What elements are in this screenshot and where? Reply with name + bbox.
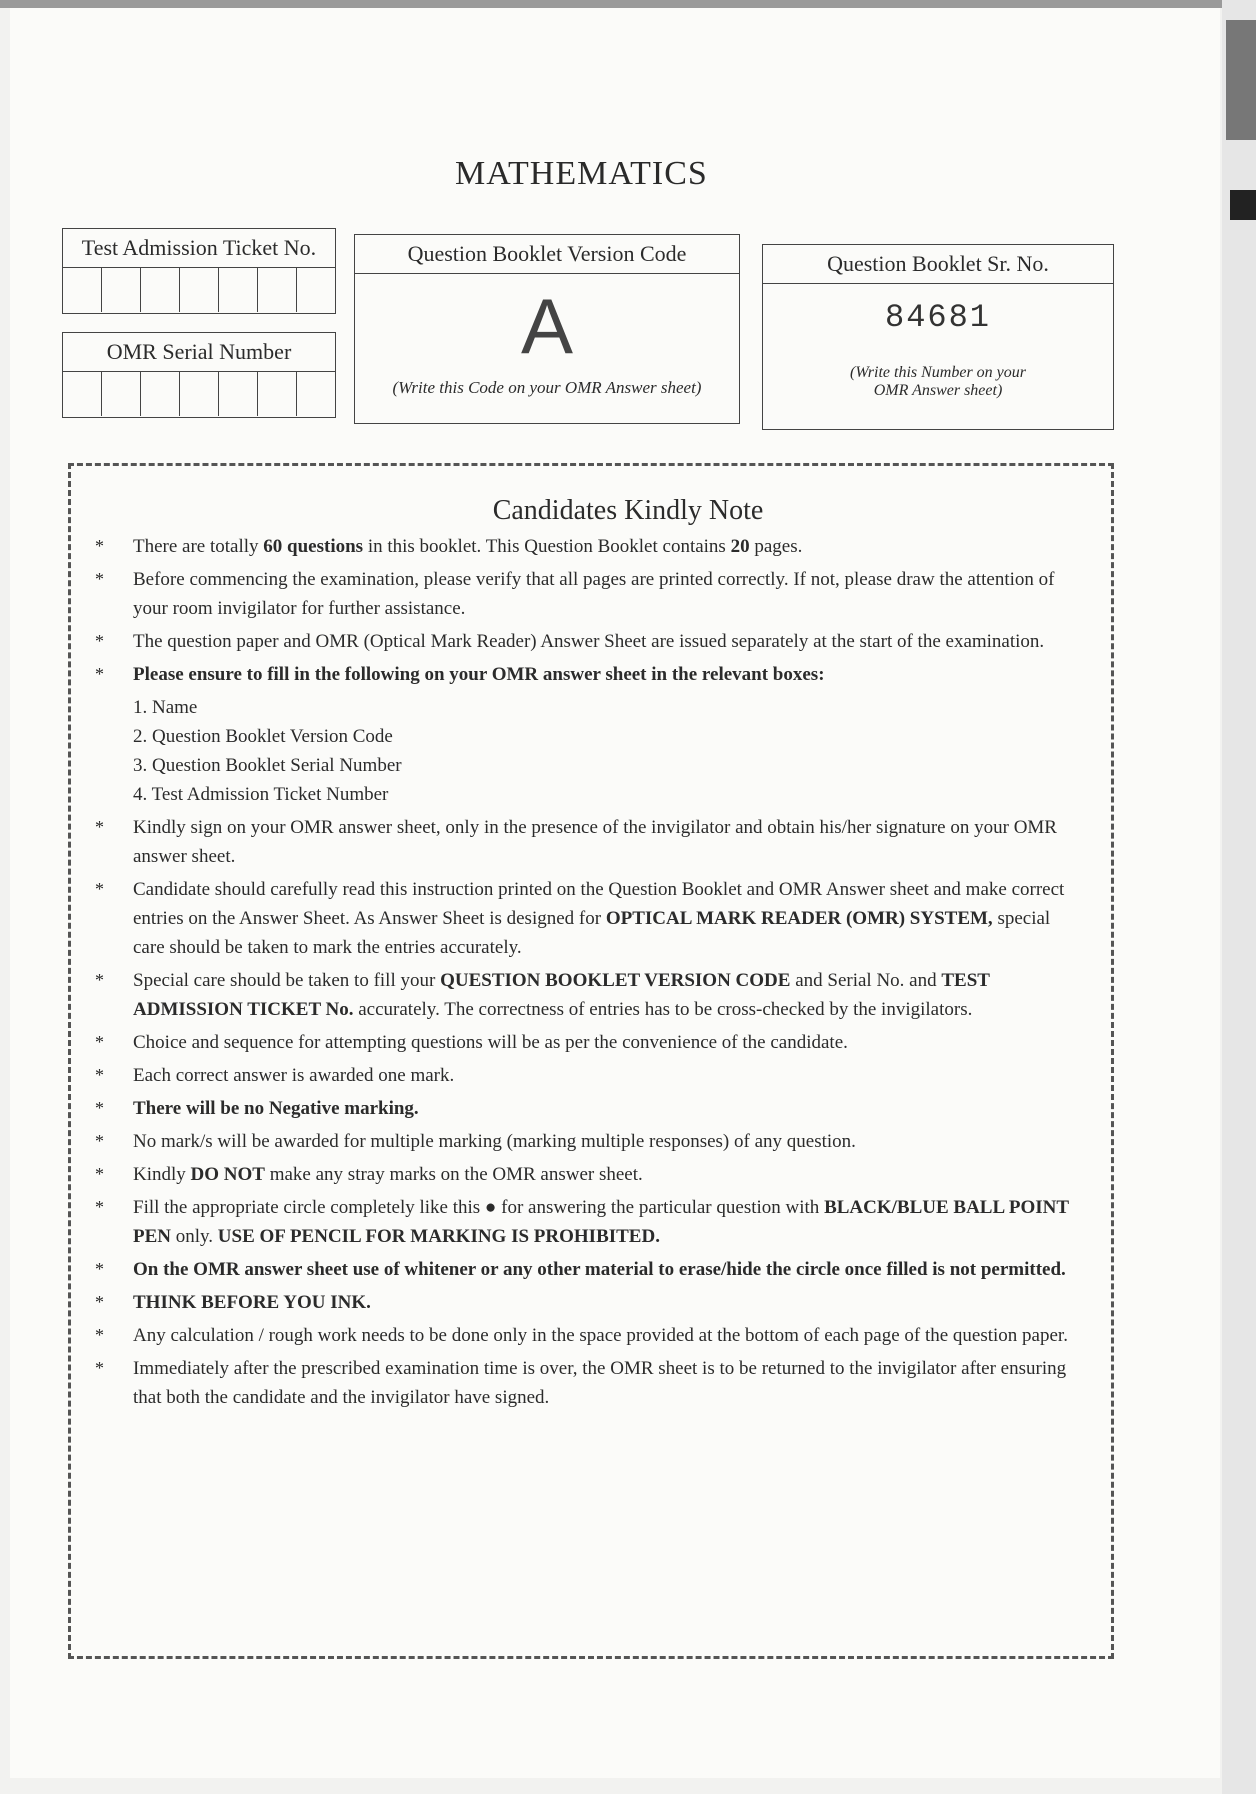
omr-serial-box — [62, 332, 336, 418]
version-code-label: Question Booklet Version Code — [355, 235, 739, 274]
list-item: * Choice and sequence for attempting questions will be as per the convenience of the candidate. — [95, 1028, 1075, 1057]
sub-item: 2. Question Booklet Version Code — [133, 726, 393, 747]
booklet-serial-note-line2: OMR Answer sheet) — [873, 382, 1003, 399]
list-item: * Please ensure to fill in the following on your OMR answer sheet in the relevant boxes: — [95, 660, 1075, 689]
entry-cell[interactable] — [180, 268, 219, 312]
list-item: * THINK BEFORE YOU INK. — [95, 1288, 1075, 1317]
booklet-serial-number: 84681 — [884, 299, 991, 336]
ticket-number-box — [62, 228, 336, 314]
bullet-star-icon: * — [95, 631, 104, 651]
list-item: * Fill the appropriate circle completely like this ● for answering the particular question with BLACK/BLUE BALL POINT PEN only. USE OF PENCIL FOR MARKING IS PROHIBITED. — [95, 1193, 1075, 1251]
subject-title: MATHEMATICS — [455, 155, 708, 192]
bullet-star-icon: * — [95, 1259, 104, 1279]
list-item: * Special care should be taken to fill your QUESTION BOOKLET VERSION CODE and Serial No. and TEST ADMISSION TICKET No. accurately. The correctness of entries has to be cross-checked by the invigilators. — [95, 966, 1075, 1024]
version-code-box — [354, 234, 740, 424]
bullet-star-icon: * — [95, 1065, 104, 1085]
scan-top-edge — [0, 0, 1256, 8]
entry-cell[interactable] — [102, 372, 141, 416]
bullet-star-icon: * — [95, 664, 104, 684]
entry-cell[interactable] — [141, 372, 180, 416]
bullet-star-icon: * — [95, 817, 104, 837]
entry-cell[interactable] — [63, 268, 102, 312]
bullet-star-icon: * — [95, 1325, 104, 1345]
booklet-serial-note-line1: (Write this Number on your — [850, 364, 1026, 381]
bullet-star-icon: * — [95, 569, 104, 589]
list-item: * Candidate should carefully read this instruction printed on the Question Booklet and OMR Answer sheet and make correct entries on the Answer Sheet. As Answer Sheet is designed for OPTICAL MARK READER (OMR) SYSTEM, special care should be taken to mark the entries accurately. — [95, 875, 1075, 962]
booklet-serial-label: Question Booklet Sr. No. — [763, 245, 1113, 284]
version-code-note: (Write this Code on your OMR Answer sheet) — [392, 378, 702, 397]
bullet-star-icon: * — [95, 1164, 104, 1184]
booklet-serial-box — [762, 244, 1114, 430]
list-item: * No mark/s will be awarded for multiple marking (marking multiple responses) of any question. — [95, 1127, 1075, 1156]
list-item: * On the OMR answer sheet use of whitener or any other material to erase/hide the circle once filled is not permitted. — [95, 1255, 1075, 1284]
entry-cell[interactable] — [219, 372, 258, 416]
list-item: * There are totally 60 questions in this booklet. This Question Booklet contains 20 pages. — [95, 532, 1075, 561]
instructions-list — [95, 532, 1075, 1416]
bullet-star-icon: * — [95, 970, 104, 990]
scan-right-edge — [1222, 0, 1256, 1794]
entry-cell[interactable] — [102, 268, 141, 312]
ticket-number-label: Test Admission Ticket No. — [63, 229, 335, 268]
sub-item: 3. Question Booklet Serial Number — [133, 755, 402, 776]
entry-cell[interactable] — [180, 372, 219, 416]
scanner-clip — [1230, 190, 1256, 220]
list-item: * Before commencing the examination, please verify that all pages are printed correctly. If not, please draw the attention of your room invigilator for further assistance. — [95, 565, 1075, 623]
sub-item: 4. Test Admission Ticket Number — [133, 784, 389, 805]
bullet-star-icon: * — [95, 1098, 104, 1118]
bullet-star-icon: * — [95, 1197, 104, 1217]
list-item: * Each correct answer is awarded one mark. — [95, 1061, 1075, 1090]
version-code-value: A — [520, 282, 574, 370]
list-item: * Any calculation / rough work needs to be done only in the space provided at the bottom of each page of the question paper. — [95, 1321, 1075, 1350]
entry-cell[interactable] — [258, 372, 297, 416]
bullet-star-icon: * — [95, 1032, 104, 1052]
scanner-shadow — [1226, 20, 1256, 140]
bullet-star-icon: * — [95, 1292, 104, 1312]
bullet-star-icon: * — [95, 879, 104, 899]
entry-cell[interactable] — [258, 268, 297, 312]
list-item: * Immediately after the prescribed examination time is over, the OMR sheet is to be returned to the invigilator after ensuring that both the candidate and the invigilator have signed. — [95, 1354, 1075, 1412]
entry-cell[interactable] — [141, 268, 180, 312]
list-item: * Kindly sign on your OMR answer sheet, only in the presence of the invigilator and obtain his/her signature on your OMR answer sheet. — [95, 813, 1075, 871]
list-item: * Kindly DO NOT make any stray marks on the OMR answer sheet. — [95, 1160, 1075, 1189]
omr-serial-label: OMR Serial Number — [63, 333, 335, 372]
bullet-star-icon: * — [95, 536, 104, 556]
ticket-number-cells — [63, 268, 335, 312]
list-item: * There will be no Negative marking. — [95, 1094, 1075, 1123]
entry-cell[interactable] — [297, 268, 335, 312]
omr-serial-cells — [63, 372, 335, 416]
bullet-star-icon: * — [95, 1358, 104, 1378]
entry-cell[interactable] — [297, 372, 335, 416]
list-item: * The question paper and OMR (Optical Mark Reader) Answer Sheet are issued separately at the start of the examination. — [95, 627, 1075, 656]
entry-cell[interactable] — [63, 372, 102, 416]
instructions-heading: Candidates Kindly Note — [492, 495, 764, 526]
bullet-star-icon: * — [95, 1131, 104, 1151]
sub-item: 1. Name — [133, 697, 198, 718]
entry-cell[interactable] — [219, 268, 258, 312]
